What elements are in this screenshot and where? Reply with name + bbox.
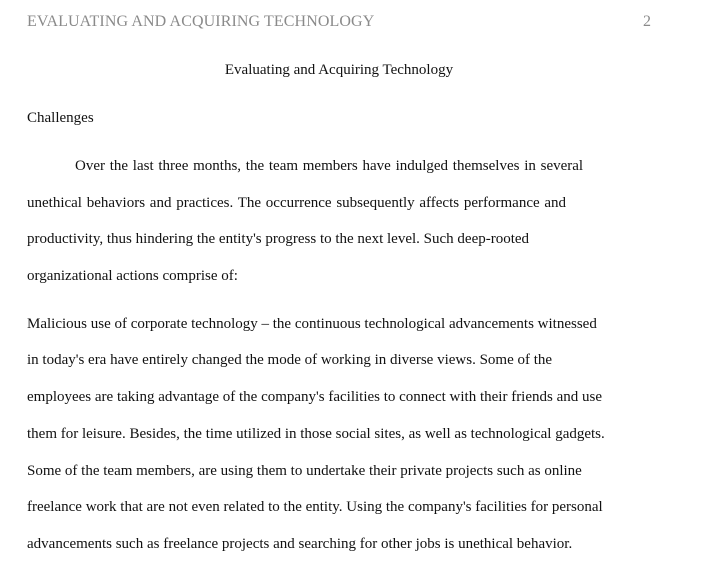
paragraph-line: in today's era have entirely changed the mode of working in diverse views. Some of the	[27, 352, 553, 368]
paragraph-line: them for leisure. Besides, the time utilized in those social sites, as well as technological gadgets.	[27, 426, 605, 442]
section-heading: Challenges	[27, 110, 94, 126]
paragraph-line: productivity, thus hindering the entity's progress to the next level. Such deep-rooted	[27, 231, 530, 247]
paragraph-line: Malicious use of corporate technology – the continuous technological advancements witnessed	[27, 316, 597, 332]
paragraph-line: advancements such as freelance projects and searching for other jobs is unethical behavior.	[27, 536, 573, 552]
paragraph-line: Some of the team members, are using them to undertake their private projects such as online	[27, 463, 582, 479]
running-head: EVALUATING AND ACQUIRING TECHNOLOGY	[27, 13, 375, 30]
paragraph-line: Over the last three months, the team members have indulged themselves in several	[75, 158, 584, 174]
document-title: Evaluating and Acquiring Technology	[224, 62, 454, 78]
paragraph-line: organizational actions comprise of:	[27, 268, 238, 284]
paragraph-line: freelance work that are not even related to the entity. Using the company's facilities for personal	[27, 499, 603, 515]
page-number: 2	[643, 13, 651, 30]
paragraph-line: unethical behaviors and practices. The occurrence subsequently affects performance and	[27, 195, 567, 211]
paragraph-line: employees are taking advantage of the company's facilities to connect with their friends and use	[27, 389, 603, 405]
